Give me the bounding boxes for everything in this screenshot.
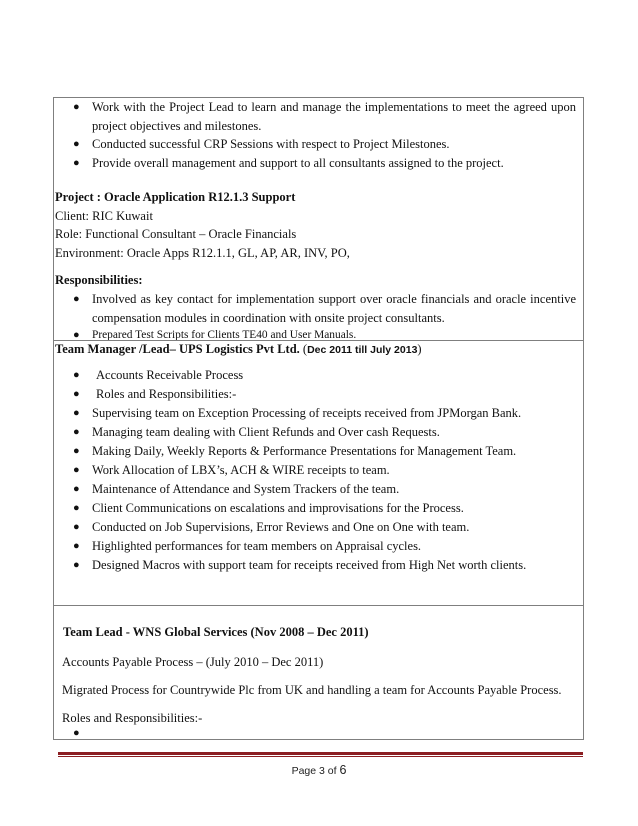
bullet-icon: ●	[73, 502, 80, 514]
bullet-icon: ●	[73, 540, 80, 552]
bullet-icon: ●	[73, 521, 80, 533]
list-item: ● Supervising team on Exception Processing of receipts received from JPMorgan Bank.	[54, 404, 582, 423]
page-number: Page 3 of 6	[291, 763, 347, 777]
project-client: Client: RIC Kuwait	[55, 208, 153, 223]
list-item: ● Provide overall management and support to all consultants assigned to the project.	[54, 154, 582, 173]
list-item: ● Accounts Receivable Process	[54, 366, 582, 385]
bullet-icon: ●	[73, 407, 80, 419]
bullet-icon: ●	[73, 426, 80, 438]
list-item: ● Roles and Responsibilities:-	[54, 385, 582, 404]
list-item: ● Highlighted performances for team members on Appraisal cycles.	[54, 537, 582, 556]
previous-project-section	[53, 97, 584, 341]
list-item: ● Involved as key contact for implementation support over oracle financials and oracle incentive compensation modules in coordination with onsite project consultants.	[73, 292, 576, 325]
list-item: ● Making Daily, Weekly Reports & Performance Presentations for Management Team.	[54, 442, 582, 461]
bullet-icon: ●	[73, 369, 80, 381]
ups-dates-close: )	[417, 342, 422, 356]
bullet-icon: ●	[73, 101, 80, 113]
bullet-icon: ●	[73, 727, 80, 739]
wns-roles-heading: Roles and Responsibilities:-	[62, 711, 203, 725]
project-role: Role: Functional Consultant – Oracle Financials	[55, 227, 297, 241]
list-item: ● Designed Macros with support team for receipts received from High Net worth clients.	[54, 556, 582, 575]
ups-heading-line	[55, 340, 422, 360]
list-item: ● Prepared Test Scripts for Clients TE40 and User Manuals.	[54, 327, 582, 344]
ups-dates-open: (	[302, 342, 308, 356]
project-details	[55, 188, 350, 262]
section-divider	[54, 605, 583, 606]
experience-section	[53, 340, 584, 740]
wns-heading: Team Lead - WNS Global Services (Nov 2008 – Dec 2011)	[63, 625, 369, 639]
list-item: ● Client Communications on escalations and improvisations for the Process.	[54, 499, 582, 518]
list-item: ● Work with the Project Lead to learn and manage the implementations to meet the agreed upon project objectives and milestones.	[73, 100, 576, 133]
bullet-icon: ●	[73, 483, 80, 495]
responsibilities-bullets	[54, 290, 582, 344]
list-item: ● Conducted successful CRP Sessions with respect to Project Milestones.	[54, 135, 582, 154]
responsibilities-heading: Responsibilities:	[55, 273, 143, 287]
ups-heading: Team Manager /Lead– UPS Logistics Pvt Ltd.	[55, 342, 300, 356]
footer-rule-thin	[58, 756, 583, 757]
bullet-icon: ●	[73, 445, 80, 457]
project-environment: Environment: Oracle Apps R12.1.1, GL, AP, AR, INV, PO,	[55, 245, 350, 260]
prev-project-bullets	[54, 98, 582, 172]
bullet-icon: ●	[73, 388, 80, 400]
bullet-icon: ●	[73, 329, 80, 341]
wns-process: Accounts Payable Process – (July 2010 – Dec 2011)	[62, 655, 324, 669]
footer-rule-thick	[58, 752, 583, 755]
bullet-icon: ●	[73, 293, 80, 305]
list-item: ● Managing team dealing with Client Refunds and Over cash Requests.	[54, 423, 582, 442]
list-item: ● Work Allocation of LBX’s, ACH & WIRE receipts to team.	[54, 461, 582, 480]
wns-migrated: Migrated Process for Countrywide Plc from UK and handling a team for Accounts Payable Process.	[62, 683, 562, 697]
list-item: ● Maintenance of Attendance and System Trackers of the team.	[54, 480, 582, 499]
bullet-icon: ●	[73, 464, 80, 476]
project-title: Project : Oracle Application R12.1.3 Support	[55, 190, 296, 204]
bullet-icon: ●	[73, 559, 80, 571]
ups-bullets	[54, 366, 582, 575]
bullet-icon: ●	[73, 156, 80, 169]
list-item: ● Conducted on Job Supervisions, Error Reviews and One on One with team.	[54, 518, 582, 537]
bullet-icon: ●	[73, 138, 80, 150]
ups-dates: Dec 2011 till July 2013	[307, 344, 418, 356]
